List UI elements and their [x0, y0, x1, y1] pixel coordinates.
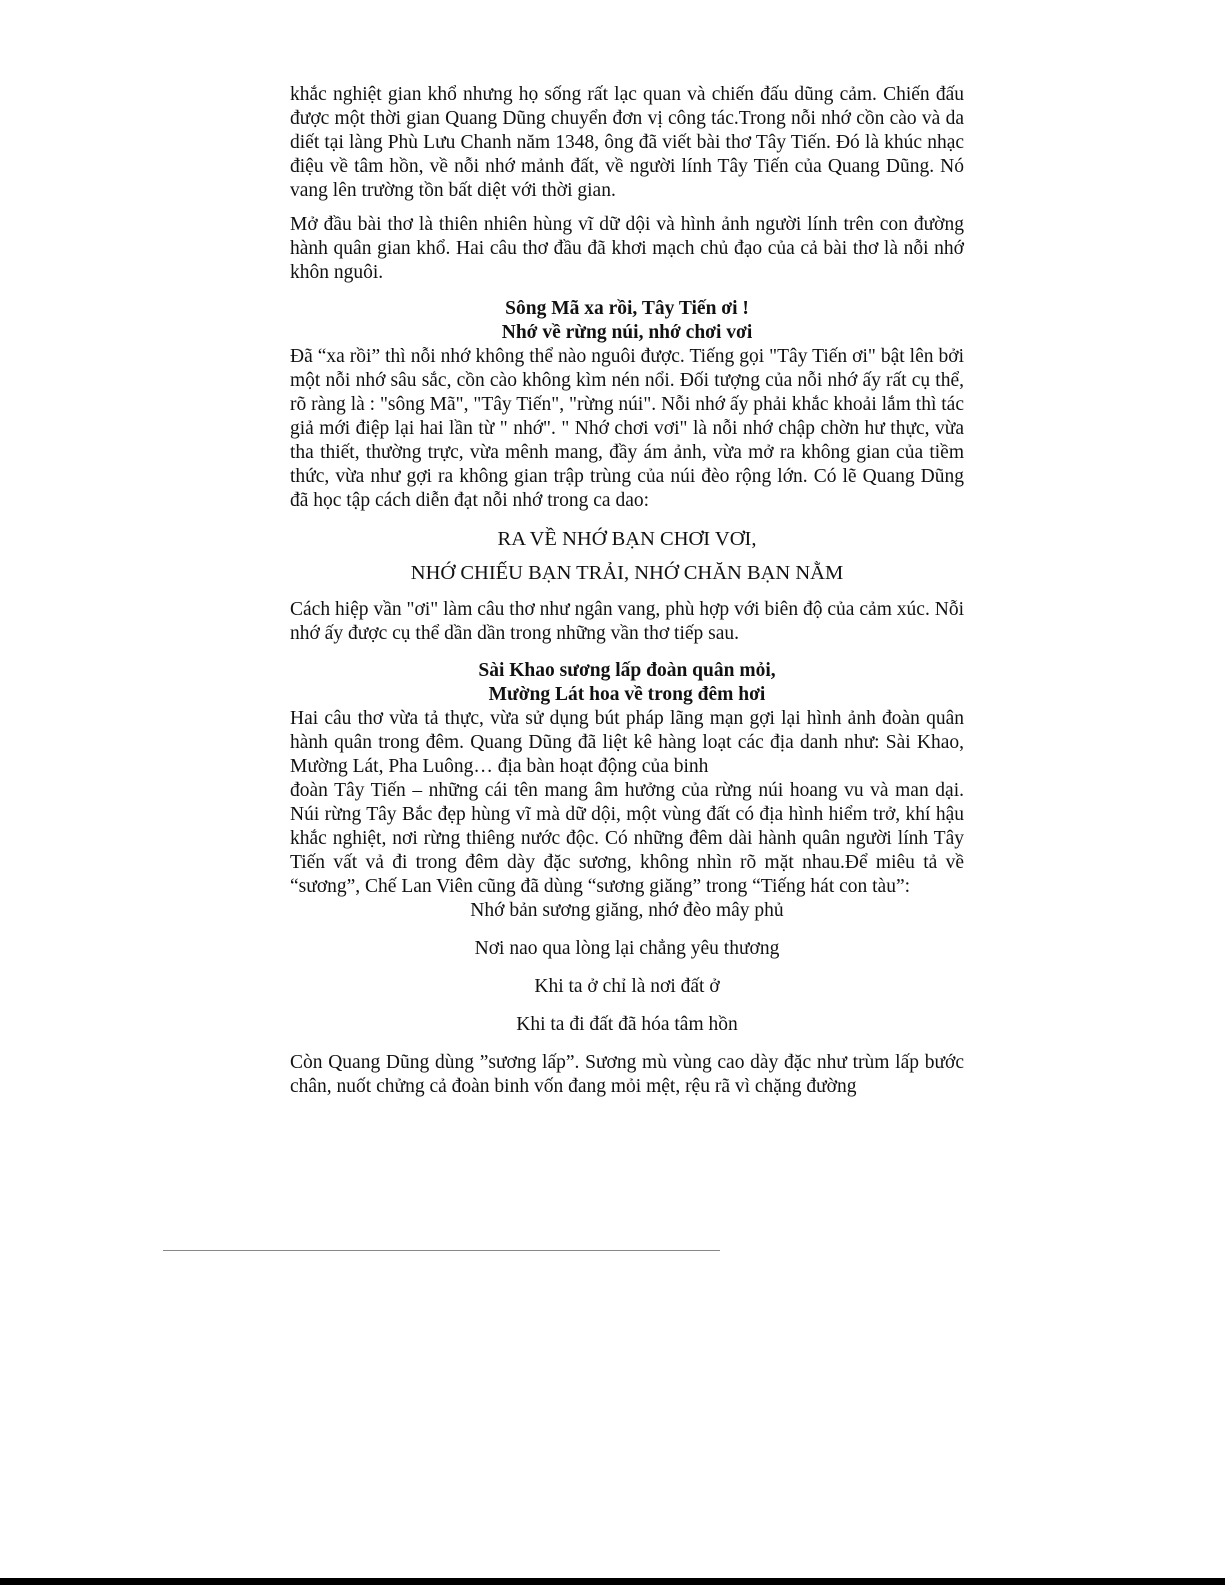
verse-line: Sài Khao sương lấp đoàn quân mỏi,: [478, 660, 776, 681]
verse-line: Sông Mã xa rồi, Tây Tiến ơi !: [505, 298, 749, 319]
poem-line: Khi ta ở chỉ là nơi đất ở: [534, 976, 720, 997]
verse-block-1: [290, 297, 964, 345]
paragraph-rhyme: Cách hiệp vần "ơi" làm câu thơ như ngân vang, phù hợp với biên độ của cảm xúc. Nỗi nhớ ấy được cụ thể dần dần trong những vần thơ tiếp sau.: [290, 599, 964, 644]
bottom-edge-bar: [0, 1578, 1225, 1585]
folk-verse-line: RA VỀ NHỚ BẠN CHƠI VƠI,: [497, 528, 757, 550]
document-page: [290, 83, 964, 1099]
poem-quote-block: [290, 899, 964, 1037]
paragraph-analysis-2b: đoàn Tây Tiến – những cái tên mang âm hưởng của rừng núi hoang vu và man dại. Núi rừng Tây Bắc đẹp hùng vĩ mà dữ dội, một vùng đất có địa hình hiểm trở, khí hậu khắc nghiệt, nơi rừng thiêng nước độc. Có những đêm dài hành quân người lính Tây Tiến vất vả đi trong đêm dày đặc sương, không nhìn rõ mặt nhau.Để miêu tả về “sương”, Chế Lan Viên cũng đã dùng “sương giăng” trong “Tiếng hát con tàu”:: [290, 780, 964, 897]
folk-verse-block: [290, 527, 964, 585]
poem-line: Nhớ bản sương giăng, nhớ đèo mây phủ: [470, 900, 784, 921]
paragraph-analysis-2a: Hai câu thơ vừa tả thực, vừa sử dụng bút pháp lãng mạn gợi lại hình ảnh đoàn quân hành quân trong đêm. Quang Dũng đã liệt kê hàng loạt các địa danh như: Sài Khao, Mường Lát, Pha Luông… địa bàn hoạt động của binh: [290, 708, 964, 777]
paragraph-analysis-1: Đã “xa rồi” thì nỗi nhớ không thể nào nguôi được. Tiếng gọi "Tây Tiến ơi" bật lên bởi một nỗi nhớ sâu sắc, cồn cào không kìm nén nổi. Đối tượng của nỗi nhớ ấy rất cụ thể, rõ ràng là : "sông Mã", "Tây Tiến", "rừng núi". Nỗi nhớ ấy phải khắc khoải lắm thì tác giả mới điệp lại hai lần từ " nhớ". " Nhớ chơi vơi" là nỗi nhớ chập chờn hư thực, vừa tha thiết, thường trực, vừa mênh mang, đầy ám ảnh, vừa mở ra không gian của tiềm thức, vừa như gợi ra không gian trập trùng của núi đèo rộng lớn. Có lẽ Quang Dũng đã học tập cách diễn đạt nỗi nhớ trong ca dao:: [290, 346, 964, 511]
verse-line: Nhớ về rừng núi, nhớ chơi vơi: [501, 322, 753, 343]
paragraph-intro: khắc nghiệt gian khổ nhưng họ sống rất lạc quan và chiến đấu dũng cảm. Chiến đấu được một thời gian Quang Dũng chuyển đơn vị công tác.Trong nỗi nhớ cồn cào và da diết tại làng Phù Lưu Chanh năm 1348, ông đã viết bài thơ Tây Tiến. Đó là khúc nhạc điệu về tâm hồn, về nỗi nhớ mảnh đất, về người lính Tây Tiến của Quang Dũng. Nó vang lên trường tồn bất diệt với thời gian.: [290, 84, 964, 201]
paragraph-opening: Mở đầu bài thơ là thiên nhiên hùng vĩ dữ dội và hình ảnh người lính trên con đường hành quân gian khổ. Hai câu thơ đầu đã khơi mạch chủ đạo của cả bài thơ là nỗi nhớ khôn nguôi.: [290, 214, 964, 283]
verse-block-2: [290, 659, 964, 707]
footer-divider: [163, 1250, 720, 1251]
poem-line: Khi ta đi đất đã hóa tâm hồn: [516, 1014, 738, 1035]
folk-verse-line: NHỚ CHIẾU BẠN TRẢI, NHỚ CHĂN BẠN NẰM: [410, 562, 844, 584]
poem-line: Nơi nao qua lòng lại chẳng yêu thương: [474, 938, 780, 959]
verse-line: Mường Lát hoa về trong đêm hơi: [488, 684, 766, 705]
paragraph-fog: Còn Quang Dũng dùng ”sương lấp”. Sương mù vùng cao dày đặc như trùm lấp bước chân, nuốt chửng cả đoàn binh vốn đang mỏi mệt, rệu rã vì chặng đường: [290, 1052, 964, 1097]
